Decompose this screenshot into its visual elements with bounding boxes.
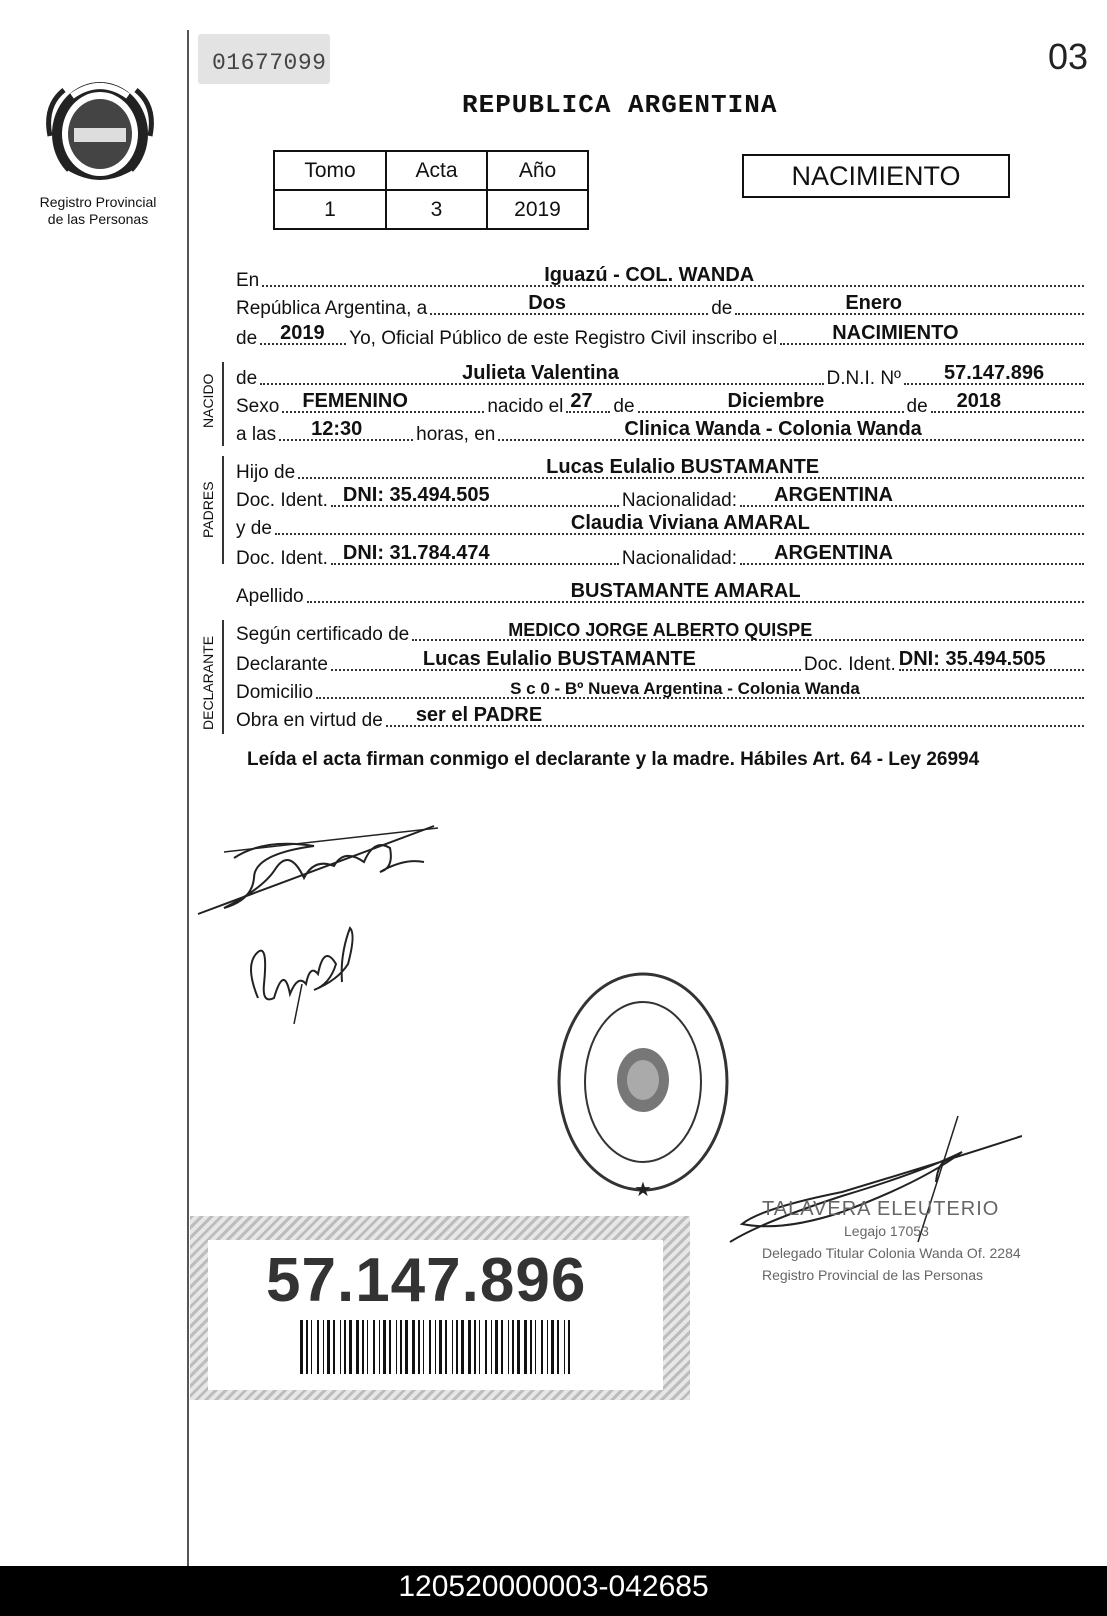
value-month: Enero (845, 292, 903, 314)
label-nacido-el: nacido el (487, 396, 564, 417)
label-doc-ident-declarant: Doc. Ident. (803, 654, 896, 675)
svg-text:★: ★ (634, 1177, 652, 1201)
label-nacionalidad-mother: Nacionalidad: (621, 548, 738, 569)
row-en (236, 264, 1087, 292)
declarant-signature (194, 818, 446, 918)
value-certificate-by: MEDICO JORGE ALBERTO QUISPE (508, 620, 813, 640)
value-sex: FEMENINO (302, 390, 408, 412)
row-surname (236, 580, 1087, 608)
label-de-child: de (236, 368, 258, 389)
value-father-name: Lucas Eulalio BUSTAMANTE (546, 456, 820, 478)
label-doc-ident-mother: Doc. Ident. (236, 548, 328, 569)
label-hijo-de: Hijo de (236, 462, 296, 483)
value-place: Iguazú - COL. WANDA (544, 264, 755, 286)
logo-caption-line1: Registro Provincial (39, 194, 157, 210)
official-role: Delegado Titular Colonia Wanda Of. 2284 (762, 1245, 1021, 1261)
value-birth-place: Clinica Wanda - Colonia Wanda (624, 418, 922, 440)
row-republica (236, 292, 1087, 320)
table-header-tomo: Tomo (274, 151, 386, 190)
row-mother-doc (236, 542, 1087, 570)
value-birth-year: 2018 (956, 390, 1002, 412)
label-yo-oficial: Yo, Oficial Público de este Registro Civil inscribo el (349, 328, 778, 349)
official-office: Registro Provincial de las Personas (762, 1267, 983, 1283)
label-obra-en-virtud: Obra en virtud de (236, 710, 383, 731)
row-year (236, 322, 1087, 350)
row-address (236, 680, 1087, 704)
official-legajo: Legajo 17053 (844, 1223, 929, 1239)
row-father-doc (236, 484, 1087, 512)
value-mother-name: Claudia Viviana AMARAL (570, 512, 810, 534)
row-certificate (236, 622, 1087, 646)
footer-document-code: 120520000003-042685 (398, 1570, 709, 1603)
registry-logo-caption (28, 194, 168, 228)
dni-label-number: 57.147.896 (266, 1246, 587, 1315)
value-year: 2019 (280, 322, 325, 344)
value-birth-day: 27 (570, 390, 593, 412)
value-child-dni: 57.147.896 (944, 362, 1045, 384)
misiones-province-seal-logo (44, 76, 156, 192)
table-header-ano: Año (487, 151, 588, 190)
label-en: En (236, 270, 260, 291)
mother-signature (244, 924, 364, 1028)
label-y-de: y de (236, 518, 272, 539)
label-de-month: de (711, 298, 733, 319)
label-nacionalidad-father: Nacionalidad: (621, 490, 738, 511)
value-birth-month: Diciembre (727, 390, 825, 412)
table-value-tomo: 1 (274, 190, 386, 229)
side-label-padres: PADRES (200, 481, 216, 538)
row-sex-birth (236, 390, 1087, 418)
value-declarant: Lucas Eulalio BUSTAMANTE (422, 648, 696, 670)
barcode-icon (300, 1320, 576, 1374)
value-inscription-type: NACIMIENTO (832, 322, 959, 344)
serial-number: 01677099 (212, 50, 327, 76)
registry-office-stamp (554, 968, 732, 1202)
table-value-ano: 2019 (487, 190, 588, 229)
value-by-virtue-of: ser el PADRE (415, 704, 543, 726)
label-domicilio: Domicilio (236, 682, 314, 703)
table-header-acta: Acta (386, 151, 487, 190)
registry-table (273, 150, 589, 230)
value-father-doc: DNI: 35.494.505 (342, 484, 490, 506)
row-mother (236, 512, 1087, 540)
value-mother-doc: DNI: 31.784.474 (342, 542, 490, 564)
margin-line (187, 30, 189, 1566)
label-republica: República Argentina, a (236, 298, 428, 319)
logo-caption-line2: de las Personas (47, 211, 149, 227)
label-horas-en: horas, en (416, 424, 496, 445)
row-father (236, 456, 1087, 484)
label-sexo: Sexo (236, 396, 280, 417)
value-birth-time: 12:30 (311, 418, 363, 440)
label-a-las: a las (236, 424, 277, 445)
table-value-acta: 3 (386, 190, 487, 229)
side-label-declarante: DECLARANTE (200, 635, 216, 730)
row-by-virtue (236, 704, 1087, 732)
label-declarante: Declarante (236, 654, 328, 675)
row-time-place (236, 418, 1087, 446)
official-block (762, 1198, 1021, 1286)
label-de-birth-month: de (613, 396, 635, 417)
row-declarant (236, 648, 1087, 676)
label-de-year: de (236, 328, 258, 349)
value-declarant-doc: DNI: 35.494.505 (898, 648, 1046, 670)
label-apellido: Apellido (236, 586, 304, 607)
value-mother-nationality: ARGENTINA (774, 542, 893, 564)
page-number: 03 (1048, 36, 1089, 77)
label-doc-ident-father: Doc. Ident. (236, 490, 328, 511)
official-name: TALAVERA ELEUTERIO (762, 1198, 1000, 1220)
value-address: S c 0 - Bº Nueva Argentina - Colonia Wanda (510, 679, 860, 698)
label-segun-certificado: Según certificado de (236, 624, 410, 645)
act-type-box: NACIMIENTO (742, 154, 1010, 198)
row-child-name (236, 362, 1087, 390)
value-father-nationality: ARGENTINA (774, 484, 893, 506)
side-label-nacido: NACIDO (200, 373, 216, 428)
value-child-name: Julieta Valentina (462, 362, 619, 384)
closing-text: Leída el acta firman conmigo el declarante y la madre. Hábiles Art. 64 - Ley 26994 (247, 749, 980, 770)
country-title: REPUBLICA ARGENTINA (462, 90, 778, 120)
label-de-birth-year: de (906, 396, 928, 417)
value-surname: BUSTAMANTE AMARAL (570, 580, 801, 602)
label-dni-no: D.N.I. Nº (826, 368, 901, 389)
value-day: Dos (528, 292, 566, 314)
